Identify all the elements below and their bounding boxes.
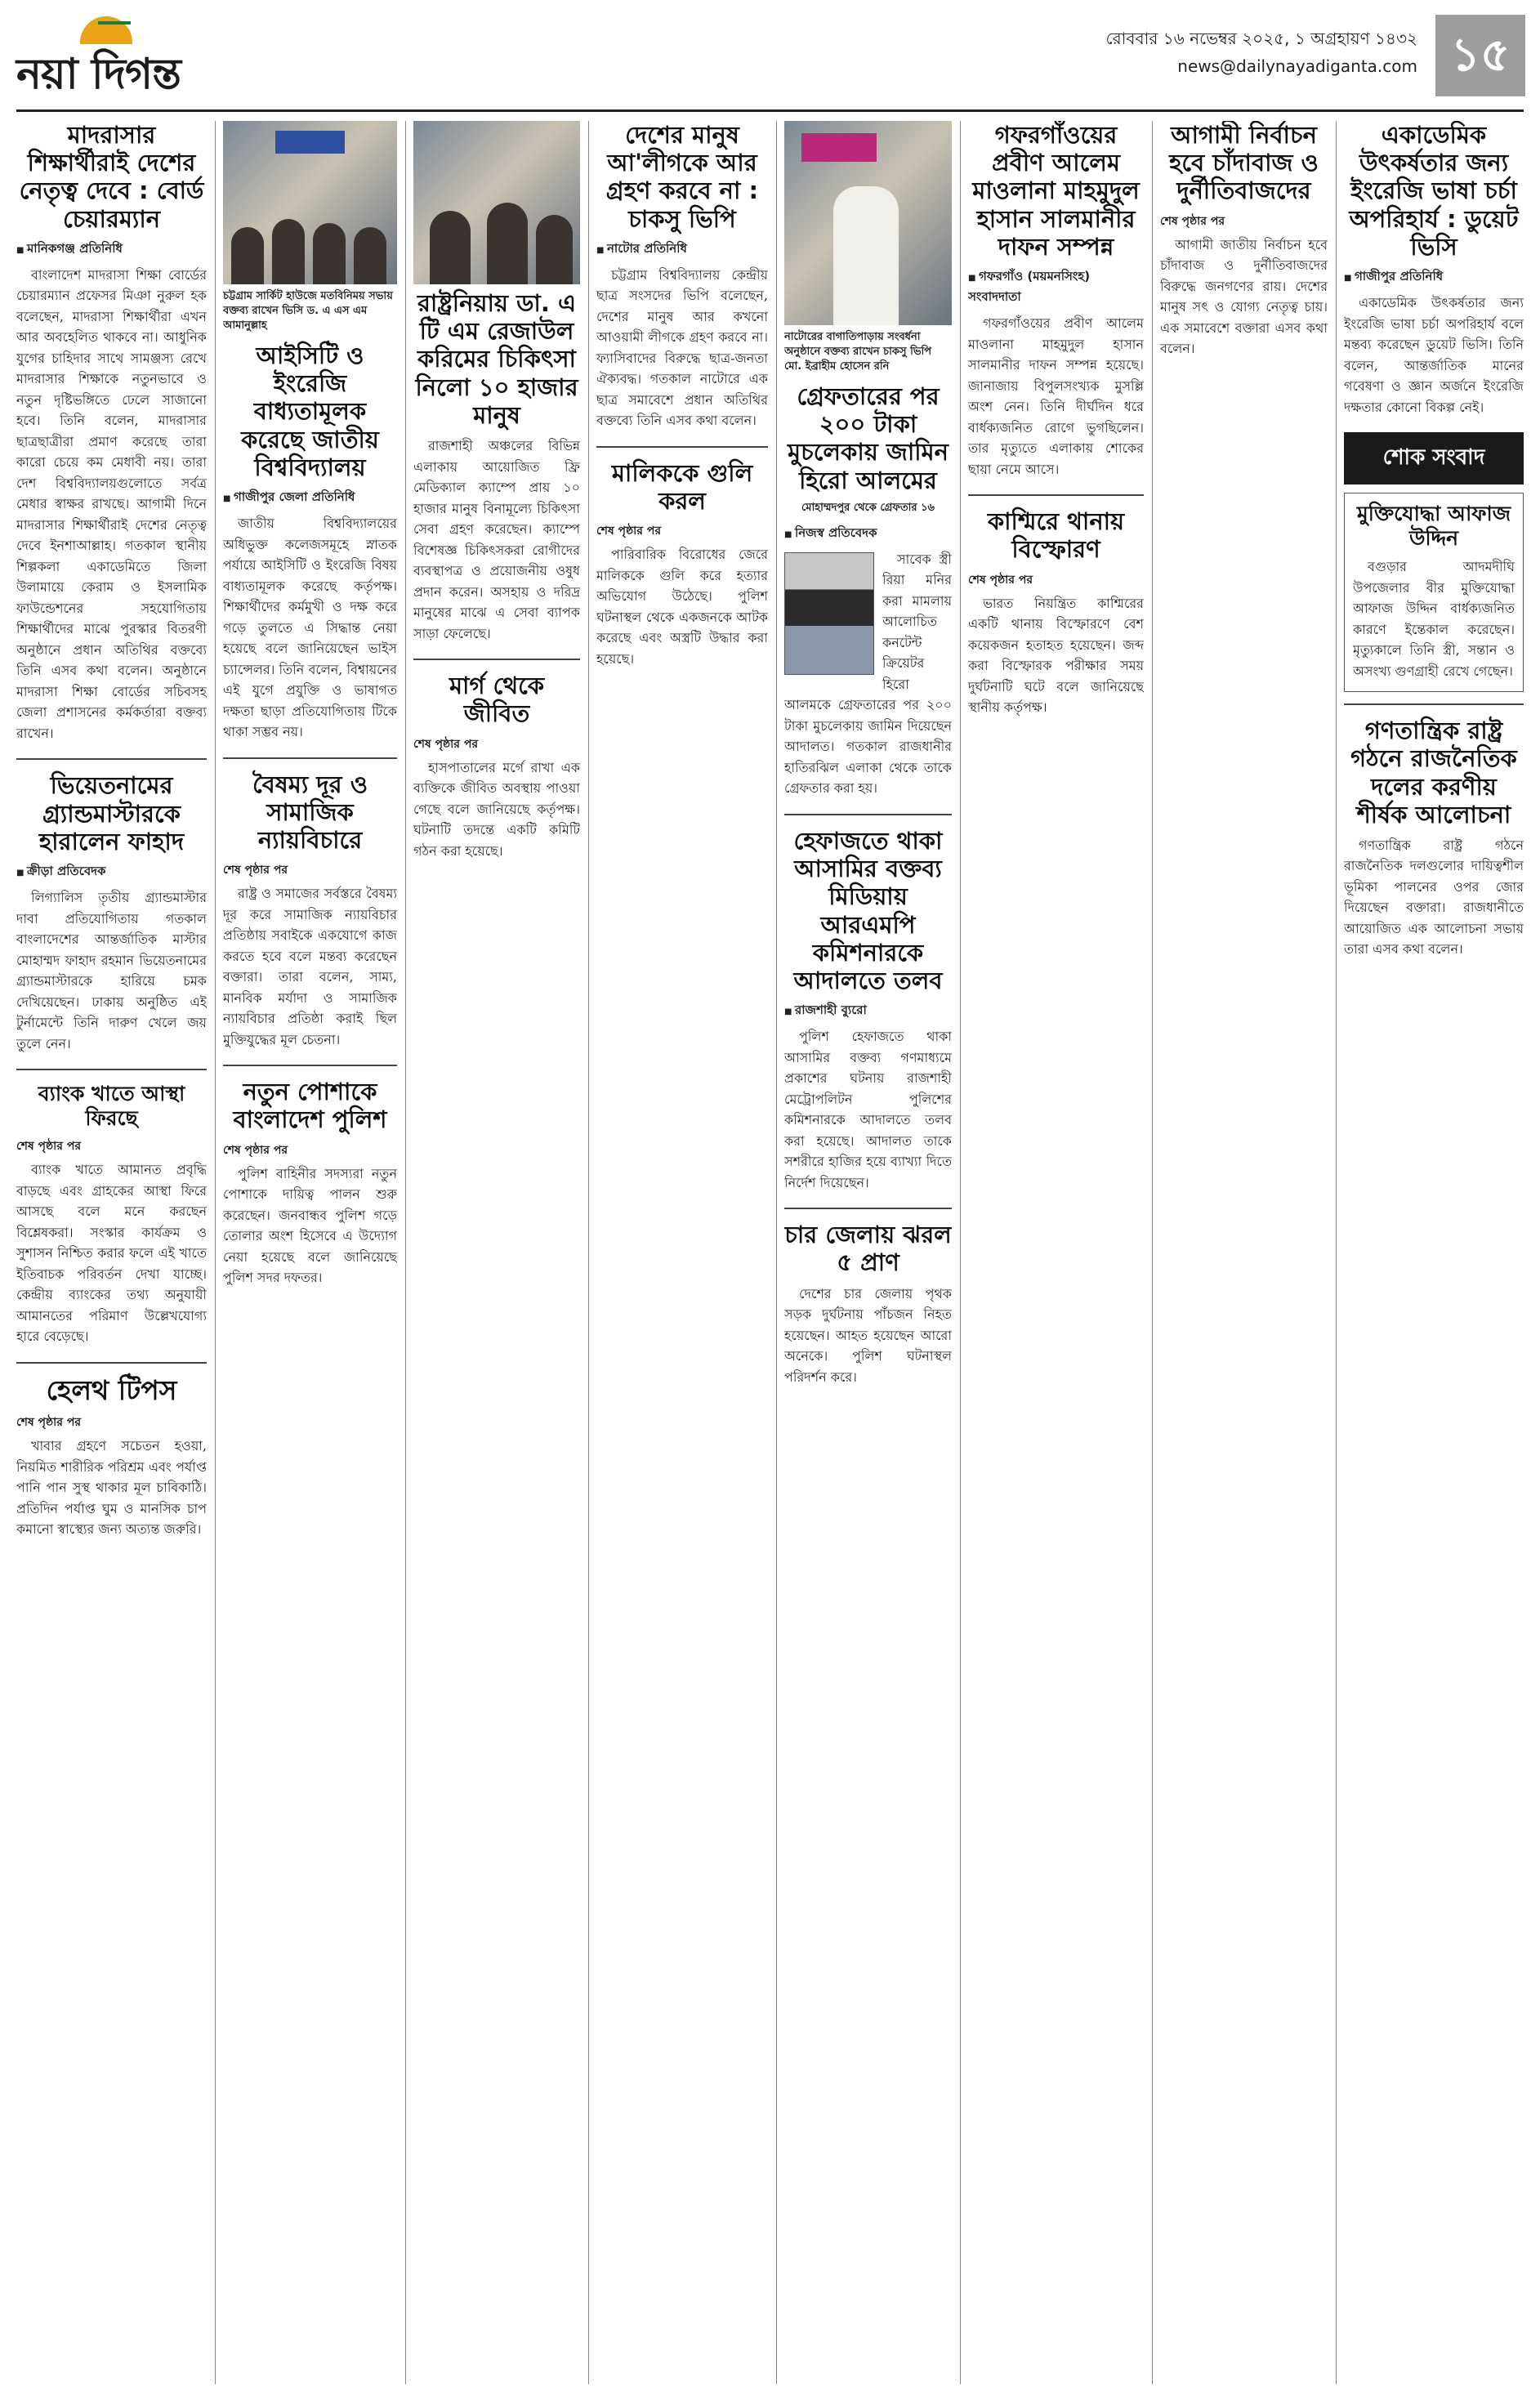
photo-figure <box>833 186 899 325</box>
photo-figure <box>536 215 573 284</box>
article-byline: ■ গাজীপুর প্রতিনিধি <box>1344 267 1524 288</box>
article-body <box>413 435 580 644</box>
photo-figure <box>354 227 386 284</box>
article-headline[interactable]: আইসিটি ও ইংরেজি বাধ্যতামূলক করেছে জাতীয় বিশ্ববিদ্যালয় <box>241 342 379 481</box>
article-byline: ■ রাজশাহী ব্যুরো <box>784 1001 952 1021</box>
article-owner-shot[interactable] <box>596 459 768 669</box>
article-separator <box>16 1069 207 1070</box>
column-5 <box>784 121 952 2384</box>
article-paragraph: গফরগাঁওয়ের প্রবীণ আলেম মাওলানা মাহমুদুল হাসান সালমানীর দাফন সম্পন্ন হয়েছে। জানাজায় বিপুলসংখ্যক মুসল্লি অংশ নেন। তিনি দীর্ঘদিন ধরে বার্ধক্যজনিত রোগে ভুগছিলেন। তার মৃত্যুতে এলাকায় শোকের ছায়া নেমে আসে। <box>968 315 1144 477</box>
article-body <box>223 883 397 1050</box>
article-paragraph: লিগ্যালিস তৃতীয় গ্র্যান্ডমাস্টার দাবা প্রতিযোগিতায় গতকাল বাংলাদেশের আন্তর্জাতিক মাস্টার মোহাম্মদ ফাহাদ রহমান ভিয়েতনামের গ্র্যান্ডমাস্টারকে হারিয়ে চমক দেখিয়েছেন। ঢাকায় অনুষ্ঠিত এই টুর্নামেন্টে তিনি দারুণ খেলে জয় তুলে নেন। <box>16 890 207 1052</box>
continued-label: শেষ পৃষ্ঠার পর <box>1160 214 1225 228</box>
column-4 <box>596 121 768 2384</box>
article-medical-camp[interactable] <box>413 289 580 644</box>
article-national-university[interactable] <box>223 342 397 743</box>
event-banner <box>801 133 877 162</box>
article-body <box>16 1159 207 1347</box>
article-separator <box>784 814 952 815</box>
article-headline[interactable]: হেফাজতে থাকা আসামির বক্তব্য মিডিয়ায় আরএমপি কমিশনারকে আদালতে তলব <box>793 826 943 994</box>
article-separator <box>16 1362 207 1364</box>
article-headline[interactable]: দেশের মানুষ আ'লীগকে আর গ্রহণ করবে না : চাকসু ভিপি <box>605 121 759 233</box>
article-headline[interactable]: বৈষম্য দূর ও সামাজিক ন্যায়বিচারে <box>252 770 368 855</box>
article-police-uniform[interactable] <box>223 1078 397 1288</box>
article-paragraph: খাবার গ্রহণে সচেতন হওয়া, নিয়মিত শারীরিক পরিশ্রম এবং পর্যাপ্ত পানি পান সুস্থ থাকার মূল চাবিকাঠি। প্রতিদিন পর্যাপ্ত ঘুম ও মানসিক চাপ কমানো স্বাস্থ্যের জন্য অত্যন্ত জরুরি। <box>16 1438 207 1538</box>
article-body <box>1353 556 1515 681</box>
logo-text: নয়া দিগন্ত <box>16 50 181 99</box>
article-chaksu-vp[interactable] <box>596 121 768 431</box>
continued-label: শেষ পৃষ্ঠার পর <box>223 864 288 877</box>
article-headline[interactable]: গ্রেফতারের পর ২০০ টাকা মুচলেকায় জামিন হিরো আলমের <box>788 382 949 494</box>
page-number: ১৫ <box>1435 15 1525 96</box>
article-madrasa-board[interactable] <box>16 121 207 744</box>
article-headline[interactable]: মার্গ থেকে জীবিত <box>449 672 545 728</box>
photo-figure <box>430 211 471 284</box>
article-separator <box>596 446 768 448</box>
article-headline[interactable]: চার জেলায় ঝরল ৫ প্রাণ <box>784 1221 952 1277</box>
article-paragraph: জাতীয় বিশ্ববিদ্যালয়ের অধিভুক্ত কলেজসমূহে স্নাতক পর্যায়ে আইসিটি ও ইংরেজি বিষয় বাধ্যতামূলক করেছে কর্তৃপক্ষ। শিক্ষার্থীদের কর্মমুখী ও দক্ষ করে গড়ে তুলতে এ সিদ্ধান্ত নেয়া হয়েছে বলে জানিয়েছেন ভাইস চ্যান্সেলর। তিনি বলেন, বিশ্বায়নের এই যুগে প্রযুক্তি ও ভাষাগত দক্ষতা ছাড়া প্রতিযোগিতায় টিকে থাকা সম্ভব নয়। <box>223 516 397 740</box>
article-hero-alom[interactable] <box>784 382 952 799</box>
article-body <box>1344 835 1524 960</box>
article-body <box>1344 292 1524 418</box>
photo-caption: নাটোরের বাগাতিপাড়ায় সংবর্ধনা অনুষ্ঠানে বক্তব্য রাখেন চাকসু ভিপি মো. ইব্রাহীম হোসেন রনি <box>784 331 932 373</box>
column-divider <box>960 121 961 2384</box>
article-byline: ■ গফরগাঁও (ময়মনসিংহ) সংবাদদাতা <box>968 267 1144 308</box>
article-paragraph: একাডেমিক উৎকর্ষতার জন্য ইংরেজি ভাষা চর্চা অপরিহার্য বলে মন্তব্য করেছেন ডুয়েট ভিসি। তিনি বলেন, আন্তর্জাতিক মানের গবেষণা ও জ্ঞান অর্জনে ইংরেজি দক্ষতার কোনো বিকল্প নেই। <box>1344 295 1524 415</box>
photo-figure <box>313 223 346 284</box>
article-headline[interactable]: হেলথ টিপস <box>46 1373 177 1406</box>
article-headline[interactable]: নতুন পোশাকে বাংলাদেশ পুলিশ <box>233 1078 387 1134</box>
article-paragraph: গণতান্ত্রিক রাষ্ট্র গঠনে রাজনৈতিক দলগুলোর দায়িত্বশীল ভূমিকা পালনের ওপর জোর দিয়েছেন বক্তারা। রাজধানীতে আয়োজিত এক আলোচনা সভায় তারা এসব কথা বলেন। <box>1344 837 1524 958</box>
column-divider <box>215 121 216 2384</box>
column-6 <box>968 121 1144 2384</box>
article-body <box>16 1436 207 1540</box>
article-body <box>1160 234 1328 359</box>
article-byline: ■ নাটোর প্রতিনিধি <box>596 239 768 260</box>
article-paragraph: রাষ্ট্র ও সমাজের সর্বস্তরে বৈষম্য দূর করে সামাজিক ন্যায়বিচার প্রতিষ্ঠায় সবাইকে একযোগে কাজ করতে হবে বলে মন্তব্য করেছেন বক্তারা। তারা বলেন, সাম্য, মানবিক মর্যাদা ও সামাজিক ন্যায়বিচার প্রতিষ্ঠা করাই ছিল মুক্তিযুদ্ধের মূল চেতনা। <box>223 886 397 1047</box>
column-divider <box>588 121 589 2384</box>
article-separator <box>1344 703 1524 705</box>
article-paragraph: রাজশাহী অঞ্চলের বিভিন্ন এলাকায় আয়োজিত ফ্রি মেডিক্যাল ক্যাম্পে প্রায় ১০ হাজার মানুষ বিনামূল্যে চিকিৎসা সেবা গ্রহণ করেছেন। ক্যাম্পে বিশেষজ্ঞ চিকিৎসকরা রোগীদের ব্যবস্থাপত্র ও প্রয়োজনীয় ওষুধ প্রদান করেন। অসহায় ও দরিদ্র মানুষের মাঝে এ সেবা ব্যাপক সাড়া ফেলেছে। <box>413 438 580 641</box>
article-paragraph: হাসপাতালের মর্গে রাখা এক ব্যক্তিকে জীবিত অবস্থায় পাওয়া গেছে বলে জানিয়েছে কর্তৃপক্ষ। ঘটনাটি তদন্তে একটি কমিটি গঠন করা হয়েছে। <box>413 759 580 859</box>
article-paragraph: পারিবারিক বিরোধের জেরে মালিককে গুলি করে হত্যার অভিযোগ উঠেছে। পুলিশ ঘটনাস্থল থেকে একজনকে আটক করেছে এবং অস্ত্রটি উদ্ধার করা হয়েছে। <box>596 547 768 667</box>
article-headline[interactable]: মালিককে গুলি করল <box>611 458 753 516</box>
article-body <box>968 593 1144 718</box>
photo-figure <box>272 219 305 284</box>
article-separator <box>223 757 397 759</box>
article-separator <box>413 659 580 660</box>
article-rmp-commissioner[interactable] <box>784 827 952 1193</box>
article-headline[interactable]: ভিয়েতনামের গ্র্যান্ডমাস্টারকে হারালেন ফাহাদ <box>38 771 185 855</box>
article-road-accident[interactable] <box>784 1221 952 1387</box>
column-divider <box>1152 121 1153 2384</box>
article-byline: ■ গাজীপুর জেলা প্রতিনিধি <box>223 488 397 508</box>
portrait-photo[interactable] <box>784 552 874 675</box>
column-3 <box>413 121 580 2384</box>
continued-label: শেষ পৃষ্ঠার পর <box>413 737 479 751</box>
photo-figure <box>487 203 528 284</box>
article-paragraph: পুলিশ বাহিনীর সদস্যরা নতুন পোশাকে দায়িত্ব পালন শুরু করেছেন। জনবান্ধব পুলিশ গড়ে তোলার অংশ হিসেবে এ উদ্যোগ নেয়া হয়েছে বলে জানিয়েছে পুলিশ সদর দফতর। <box>223 1165 397 1286</box>
article-paragraph: বাংলাদেশ মাদরাসা শিক্ষা বোর্ডের চেয়ারম্যান প্রফেসর মিঞা নুরুল হক বলেছেন, মাদরাসা শিক্ষার্থীরা এখন আর অবহেলিত থাকবে না। আধুনিক যুগের চাহিদার সাথে সামঞ্জস্য রেখে মাদরাসার শিক্ষাকে নতুনভাবে ও নতুন দৃষ্টিভঙ্গিতে ঢেলে সাজানো হবে। তিনি বলেন, মাদরাসার ছাত্রছাত্রীরা প্রমাণ করেছে তারা কারো চেয়ে কম মেধাবী নয়। তারা দেশ বিশ্ববিদ্যালয়গুলোতে সর্বত্র মেধার স্বাক্ষর রাখছে। আগামী দিনে মাদরাসার শিক্ষার্থীরাই দেশের নেতৃত্ব দেবে ইনশাআল্লাহ। গতকাল স্থানীয় শিল্পকলা একাডেমিতে জিলা উলামায়ে কেরাম ও ইসলামিক ফাউন্ডেশনের সহযোগিতায় শিক্ষার্থীদের মাঝে পুরস্কার বিতরণী অনুষ্ঠানে প্রধান অতিথির বক্তব্যে তিনি এসব কথা বলেন। অনুষ্ঠানে মাদরাসা শিক্ষা বোর্ডের সচিবসহ জেলা প্রশাসনের কর্মকর্তারা বক্তব্য রাখেন। <box>16 266 207 741</box>
article-paragraph: দেশের চার জেলায় পৃথক সড়ক দুর্ঘটনায় পাঁচজন নিহত হয়েছেন। আহত হয়েছেন আরো অনেকে। পুলিশ ঘটনাস্থল পরিদর্শন করে। <box>784 1285 952 1385</box>
article-social-justice[interactable] <box>223 770 397 1051</box>
article-headline[interactable]: ব্যাংক খাতে আস্থা ফিরছে <box>38 1082 185 1130</box>
newspaper-logo[interactable] <box>16 16 261 98</box>
column-divider <box>1336 121 1337 2384</box>
article-paragraph: চট্টগ্রাম বিশ্ববিদ্যালয় কেন্দ্রীয় ছাত্র সংসদের ভিপি বলেছেন, দেশের মানুষ আর কখনো আওয়ামী লীগকে গ্রহণ করবে না। ফ্যাসিবাদের বিরুদ্ধে ছাত্র-জনতা ঐক্যবদ্ধ। গতকাল নাটোরে এক ছাত্র সমাবেশে প্রধান অতিথির বক্তব্যে তিনি এসব কথা বলেন। <box>596 266 768 429</box>
column-divider <box>405 121 406 2384</box>
article-bank[interactable] <box>16 1082 207 1347</box>
article-election[interactable] <box>1160 121 1328 359</box>
article-body <box>968 313 1144 480</box>
article-duet-vc[interactable] <box>1344 121 1524 418</box>
continued-label: শেষ পৃষ্ঠার পর <box>16 1140 82 1154</box>
article-kashmir-blast[interactable] <box>968 507 1144 717</box>
article-headline[interactable]: রাষ্ট্রনিয়ায় ডা. এ টি এম রেজাউল করিমের চিকিৎসা নিলো ১০ হাজার মানুষ <box>415 289 578 429</box>
article-body <box>596 544 768 669</box>
continued-label: শেষ পৃষ্ঠার পর <box>16 1416 82 1430</box>
obituary-section-head: শোক সংবাদ <box>1344 432 1524 485</box>
article-byline: ■ ক্রীড়া প্রতিবেদক <box>16 862 207 882</box>
article-body <box>413 757 580 862</box>
article-separator <box>16 758 207 760</box>
logo-accent <box>98 21 131 25</box>
article-paragraph: বগুড়ার আদমদীঘি উপজেলার বীর মুক্তিযোদ্ধা আফাজ উদ্দিন বার্ধক্যজনিত কারণে ইন্তেকাল করেছেন। মৃত্যুকালে তিনি স্ত্রী, সন্তান ও অসংখ্য গুণগ্রাহী রেখে গেছেন। <box>1353 559 1515 679</box>
event-banner <box>275 131 345 154</box>
column-2 <box>223 121 397 2384</box>
column-divider <box>776 121 777 2384</box>
column-8 <box>1344 121 1524 2384</box>
article-paragraph: পুলিশ হেফাজতে থাকা আসামির বক্তব্য গণমাধ্যমে প্রকাশের ঘটনায় রাজশাহী মেট্রোপলিটন পুলিশের কমিশনারকে আদালতে তলব করা হয়েছে। আদালত তাকে সশরীরে হাজির হয়ে ব্যাখ্যা দিতে নির্দেশ দিয়েছেন। <box>784 1029 952 1190</box>
article-gafargaon-alem[interactable] <box>968 121 1144 480</box>
article-body <box>223 1163 397 1288</box>
column-7 <box>1160 121 1328 2384</box>
news-photo[interactable] <box>223 121 397 284</box>
continued-label: শেষ পৃষ্ঠার পর <box>968 573 1033 587</box>
photo-caption: চট্টগ্রাম সার্কিট হাউজে মতবিনিময় সভায় বক্তব্য রাখেন ভিসি ড. এ এস এম আমানুল্লাহ <box>223 290 393 332</box>
article-headline[interactable]: গফরগাঁওয়ের প্রবীণ আলেম মাওলানা মাহমুদুল হাসান সালমানীর দাফন সম্পন্ন <box>972 121 1140 261</box>
header-meta <box>1105 25 1417 80</box>
header-rule <box>16 109 1524 112</box>
article-headline[interactable]: মুক্তিযোদ্ধা আফাজ উদ্দিন <box>1356 502 1511 550</box>
photo-figure <box>231 227 264 284</box>
article-health-tips[interactable] <box>16 1375 207 1540</box>
article-body <box>223 513 397 743</box>
article-headline[interactable]: আগামী নির্বাচন হবে চাঁদাবাজ ও দুর্নীতিবাজদের <box>1169 121 1319 205</box>
article-separator <box>784 1208 952 1209</box>
article-headline[interactable]: কাশ্মিরে থানায় বিস্ফোরণ <box>987 507 1125 564</box>
news-photo[interactable] <box>413 121 580 284</box>
article-morgue[interactable] <box>413 672 580 861</box>
article-headline[interactable]: গণতান্ত্রিক রাষ্ট্র গঠনে রাজনৈতিক দলের করণীয় শীর্ষক আলোচনা <box>1350 717 1517 828</box>
article-byline: ■ মানিকগঞ্জ প্রতিনিধি <box>16 239 207 260</box>
contact-email[interactable]: news@dailynayadiganta.com <box>1177 56 1417 76</box>
article-body <box>784 1026 952 1193</box>
article-obituary[interactable] <box>1344 493 1524 692</box>
article-paragraph: সাবেক স্ত্রী রিয়া মনির করা মামলায় আলোচিত কনটেন্ট ক্রিয়েটর হিরো আলমকে গ্রেফতারের পর ২০০ টাকা মুচলেকায় জামিন দিয়েছেন আদালত। গতকাল রাজধানীর হাতিরঝিল এলাকা থেকে তাকে গ্রেফতার করা হয়। <box>784 551 952 797</box>
article-paragraph: আগামী জাতীয় নির্বাচন হবে চাঁদাবাজ ও দুর্নীতিবাজদের বিরুদ্ধে জনগণের রায়। দেশের মানুষ সৎ ও যোগ্য নেতৃত্ব চায়। এক সমাবেশে বক্তারা এসব কথা বলেন। <box>1160 236 1328 357</box>
article-headline[interactable]: একাডেমিক উৎকর্ষতার জন্য ইংরেজি ভাষা চর্চা অপরিহার্য : ডুয়েট ভিসি <box>1349 121 1519 261</box>
column-1 <box>16 121 207 2384</box>
article-chess[interactable] <box>16 771 207 1054</box>
article-separator <box>223 1065 397 1066</box>
news-photo[interactable] <box>784 121 952 325</box>
article-headline[interactable]: মাদরাসার শিক্ষার্থীরাই দেশের নেতৃত্ব দেবে : বোর্ড চেয়ারম্যান <box>19 121 204 233</box>
article-body <box>784 1284 952 1388</box>
issue-date: রোববার ১৬ নভেম্বর ২০২৫, ১ অগ্রহায়ণ ১৪৩২ <box>1105 29 1417 48</box>
article-subheadline: মোহাম্মদপুর থেকে গ্রেফতার ১৬ <box>801 501 935 514</box>
article-paragraph: ভারত নিয়ন্ত্রিত কাশ্মিরের একটি থানায় বিস্ফোরণে বেশ কয়েকজন হতাহত হয়েছেন। জব্দ করা বিস্ফোরক পরীক্ষার সময় দুর্ঘটনাটি ঘটে বলে জানিয়েছে স্থানীয় কর্তৃপক্ষ। <box>968 595 1144 716</box>
article-byline: ■ নিজস্ব প্রতিবেদক <box>784 524 952 544</box>
article-separator <box>968 494 1144 496</box>
article-body <box>16 265 207 744</box>
masthead <box>0 0 1540 114</box>
continued-label: শেষ পৃষ্ঠার পর <box>223 1143 288 1157</box>
article-body <box>16 887 207 1054</box>
article-body <box>596 265 768 431</box>
article-paragraph: ব্যাংক খাতে আমানত প্রবৃদ্ধি বাড়ছে এবং গ্রাহকের আস্থা ফিরে আসছে বলে মনে করছেন বিশ্লেষকরা। সংস্কার কার্যক্রম ও সুশাসন নিশ্চিত করার ফলে এই খাতে ইতিবাচক পরিবর্তন দেখা যাচ্ছে। কেন্দ্রীয় ব্যাংকের তথ্য অনুযায়ী আমানতের পরিমাণ উল্লেখযোগ্য হারে বেড়েছে। <box>16 1162 207 1345</box>
continued-label: শেষ পৃষ্ঠার পর <box>596 525 662 538</box>
article-democratic-state[interactable] <box>1344 717 1524 960</box>
